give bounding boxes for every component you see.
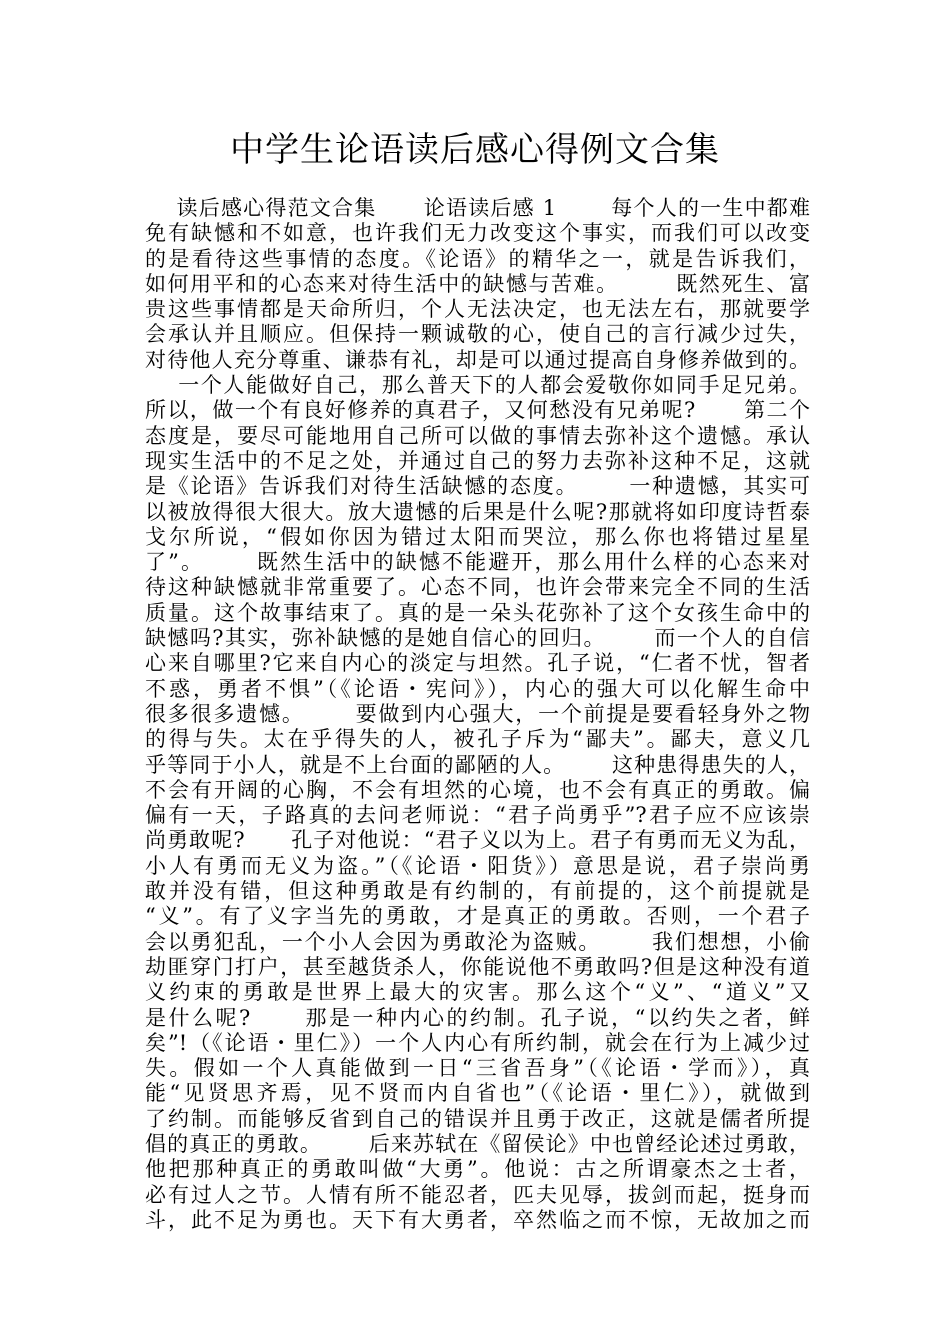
body-line: 义约束的勇敢是世界上最大的灾害。那么这个“义”、“道义”又 [145,980,810,1005]
body-line: 尚勇敢呢? 孔子对他说：“君子义以为上。君子有勇而无义为乱， [145,828,810,853]
body-line: 的是看待这些事情的态度。《论语》的精华之一，就是告诉我们， [145,246,810,271]
body-line: 乎等同于小人，就是不上台面的鄙陋的人。 这种患得患失的人， [145,752,810,777]
body-line: 是什么呢? 那是一种内心的约制。孔子说，“以约失之者，鲜 [145,1005,810,1030]
body-line: 心来自哪里?它来自内心的淡定与坦然。孔子说，“仁者不忧，智者 [145,651,810,676]
body-line: 对待他人充分尊重、谦恭有礼，却是可以通过提高自身修养做到的。 [145,347,810,372]
body-line: 会承认并且顺应。但保持一颗诚敬的心，使自己的言行减少过失， [145,322,810,347]
body-line: 贵这些事情都是天命所归，个人无法决定，也无法左右，那就要学 [145,297,810,322]
body-line: 不会有开阔的心胸，不会有坦然的心境，也不会有真正的勇敢。偏 [145,777,810,802]
body-line: 倡的真正的勇敢。 后来苏轼在《留侯论》中也曾经论述过勇敢， [145,1131,810,1156]
body-line: 是《论语》告诉我们对待生活缺憾的态度。 一种遗憾，其实可 [145,474,810,499]
body-line: 态度是，要尽可能地用自己所可以做的事情去弥补这个遗憾。承认 [145,423,810,448]
body-line: 读后感心得范文合集 论语读后感 1 每个人的一生中都难 [145,196,810,220]
body-line: 敢并没有错，但这种勇敢是有约制的，有前提的，这个前提就是 [145,879,810,904]
body-line: 小人有勇而无义为盗。”（《论语・阳货》）意思是说，君子崇尚勇 [145,853,810,878]
body-line: 所以，做一个有良好修养的真君子，又何愁没有兄弟呢? 第二个 [145,398,810,423]
body-line: 了约制。而能够反省到自己的错误并且勇于改正，这就是儒者所提 [145,1106,810,1131]
body-line: 很多很多遗憾。 要做到内心强大，一个前提是要看轻身外之物 [145,701,810,726]
body-line: 矣”!（《论语・里仁》）一个人内心有所约制，就会在行为上减少过 [145,1030,810,1055]
body-line: 劫匪穿门打户，甚至越货杀人，你能说他不勇敢吗?但是这种没有道 [145,954,810,979]
document-title: 中学生论语读后感心得例文合集 [230,130,720,170]
body-line: 失。假如一个人真能做到一日“三省吾身”（《论语・学而》），真 [145,1056,810,1081]
body-line: 他把那种真正的勇敢叫做“大勇”。他说：古之所谓豪杰之士者， [145,1157,810,1182]
body-line: 必有过人之节。人情有所不能忍者，匹夫见辱，拔剑而起，挺身而 [145,1182,810,1207]
body-line: 缺憾吗?其实，弥补缺憾的是她自信心的回归。 而一个人的自信 [145,626,810,651]
body-line: 不惑，勇者不惧”（《论语・宪问》），内心的强大可以化解生命中 [145,676,810,701]
body-line: 的得与失。太在乎得失的人，被孔子斥为“鄙夫”。鄙夫，意义几 [145,727,810,752]
body-line: 免有缺憾和不如意，也许我们无力改变这个事实，而我们可以改变 [145,221,810,246]
body-line: 偏有一天，子路真的去问老师说：“君子尚勇乎”?君子应不应该崇 [145,803,810,828]
body-line: 如何用平和的心态来对待生活中的缺憾与苦难。 既然死生、富 [145,271,810,296]
body-line: 一个人能做好自己，那么普天下的人都会爱敬你如同手足兄弟。 [145,373,810,398]
body-line: 能“见贤思齐焉，见不贤而内自省也”（《论语・里仁》），就做到 [145,1081,810,1106]
body-line: 以被放得很大很大。放大遗憾的后果是什么呢?那就将如印度诗哲泰 [145,499,810,524]
body-line: 斗，此不足为勇也。天下有大勇者，卒然临之而不惊，无故加之而 [145,1207,810,1232]
body-line: 待这种缺憾就非常重要了。心态不同，也许会带来完全不同的生活 [145,575,810,600]
body-line: 戈尔所说，“假如你因为错过太阳而哭泣，那么你也将错过星星 [145,524,810,549]
document-body [145,196,810,1233]
body-line: 了”。 既然生活中的缺憾不能避开，那么用什么样的心态来对 [145,550,810,575]
body-line: 现实生活中的不足之处，并通过自己的努力去弥补这种不足，这就 [145,448,810,473]
body-line: “义”。有了义字当先的勇敢，才是真正的勇敢。否则，一个君子 [145,904,810,929]
body-line: 质量。这个故事结束了。真的是一朵头花弥补了这个女孩生命中的 [145,600,810,625]
body-line: 会以勇犯乱，一个小人会因为勇敢沦为盗贼。 我们想想，小偷 [145,929,810,954]
